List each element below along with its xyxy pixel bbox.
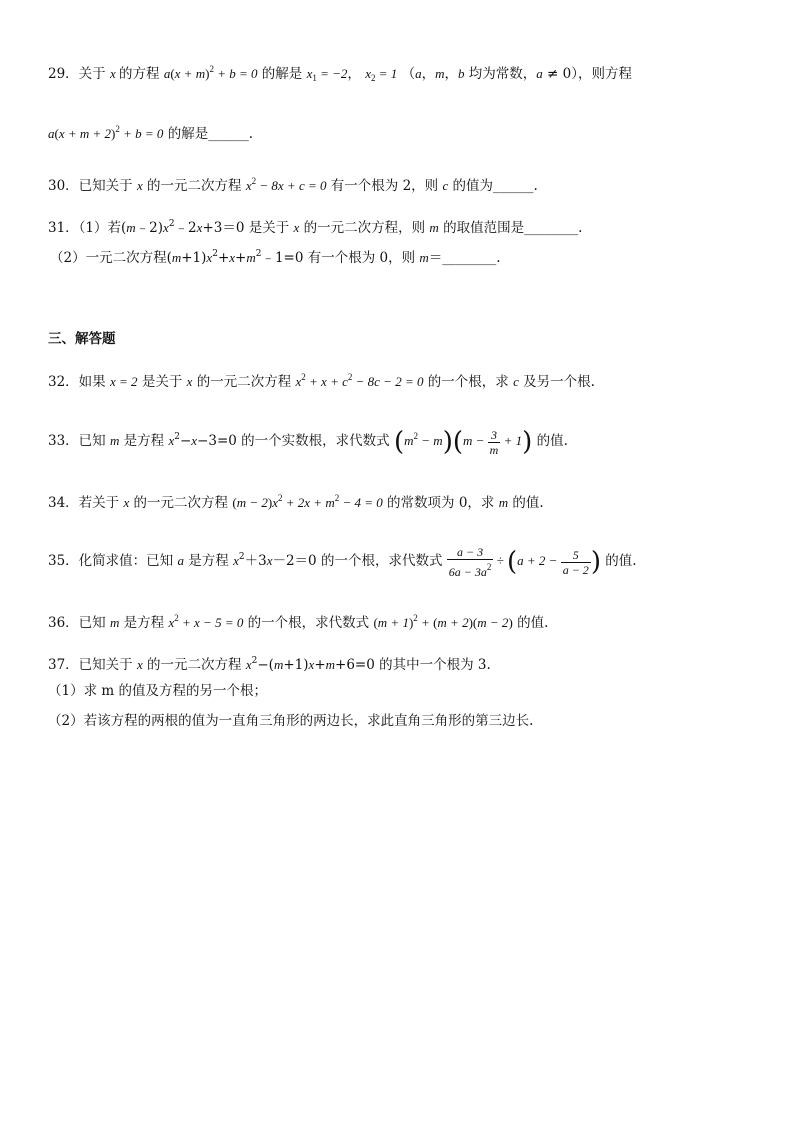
q35-math-expression: $\frac{a - 3}{6a - 3a^2}$ ÷ (a + 2 − $\frac{5}{a - 2}$ )	[448, 545, 601, 579]
q29-text-a: 29．关于	[48, 66, 106, 82]
question-32: 32．如果 x = 2 是关于 x 的一元二次方程 $x^2 + x + c^2 - 8c - 2 = 0$ 的一个根，求 c 及另一个根.	[48, 372, 595, 390]
question-37-stem: 37．已知关于 x 的一元二次方程 $x^2-(m+1)x+m+6=0$ 的其中一个根为 3.	[48, 656, 491, 673]
question-35: 35．化简求值：已知 a 是方程 $x^2+3x-2=0$ 的一个根，求代数式 $\frac{a - 3}{6a - 3a^2}$ ÷ (a + 2 − $\frac{5}{a - 2}$ ) 的值.	[48, 545, 637, 579]
q29-text-c: 的解是	[261, 66, 303, 82]
q29-text-d: （a，m，b 均为常数，a ≠ 0），则方程	[401, 66, 632, 82]
section-heading-answers: 三、解答题	[48, 331, 116, 347]
question-37-part-1: （1）求 m 的值及方程的另一个根；	[48, 683, 267, 699]
q29-math-equation: $a(x + m)^2 + b = 0$	[163, 64, 258, 81]
q32-math-equation: $x^2 + x + c^2 - 8c - 2 = 0$	[295, 372, 424, 389]
question-34: 34．若关于 x 的一元二次方程 $(m - 2)x^2 + 2x + m^2 - 4 = 0$ 的常数项为 0，求 m 的值.	[48, 493, 544, 511]
question-29-line-1: 29．关于 x 的方程 $a(x + m)^2 + b = 0$ 的解是 $x_1 = -2$， $x_2 = 1$ （a，m，b 均为常数，a ≠ 0），则方程	[48, 64, 632, 83]
question-30: 30．已知关于 x 的一元二次方程 $x^2 - 8x + c = 0$ 有一个根为 2，则 c 的值为______.	[48, 176, 538, 194]
question-33: 33．已知 m 是方程 $x^2-x-3=0$ 的一个实数根，求代数式 $(m^2 - m)(m$ − $\frac{3}{m}$ + 1) 的值.	[48, 427, 568, 458]
q29-math-x: x	[109, 66, 120, 81]
q34-math-equation: $(m - 2)x^2 + 2x + m^2 - 4 = 0$	[232, 493, 383, 510]
q29-text-b: 的方程	[119, 66, 160, 82]
q36-math-equation: $x^2 + x - 5 = 0$	[168, 613, 244, 630]
q29-math-root2: $x_2 = 1$	[365, 66, 398, 83]
question-37-part-2: （2）若该方程的两根的值为一直角三角形的两边长，求此直角三角形的第三边长.	[48, 713, 534, 729]
q29-text-e: 的解是______.	[167, 126, 254, 142]
q29-math-roots: $x_1 = -2$	[306, 66, 348, 83]
q33-math-expression: $(m^2 - m)(m$ − $\frac{3}{m}$ + 1)	[393, 427, 533, 458]
question-36: 36．已知 m 是方程 $x^2 + x - 5 = 0$ 的一个根，求代数式 $(m + 1)^2 + (m + 2)(m - 2)$ 的值.	[48, 613, 549, 631]
q36-math-expression: $(m + 1)^2 + (m + 2)(m - 2)$	[373, 613, 513, 630]
question-31-part-1: 31．（1）若$(m﹣2)x^2﹣2x+3=0$ 是关于 x 的一元二次方程，则 m 的取值范围是________.	[48, 219, 583, 236]
q30-math-equation: $x^2 - 8x + c = 0$	[245, 176, 327, 193]
question-29-line-2	[48, 118, 253, 145]
question-31-part-2: （2）一元二次方程$(m+1)x^2+x+m^2﹣1=0$ 有一个根为 0，则 m＝________.	[50, 249, 501, 266]
q29-math-equation-2: $a(x + m + 2)^2 + b = 0$	[48, 124, 164, 141]
